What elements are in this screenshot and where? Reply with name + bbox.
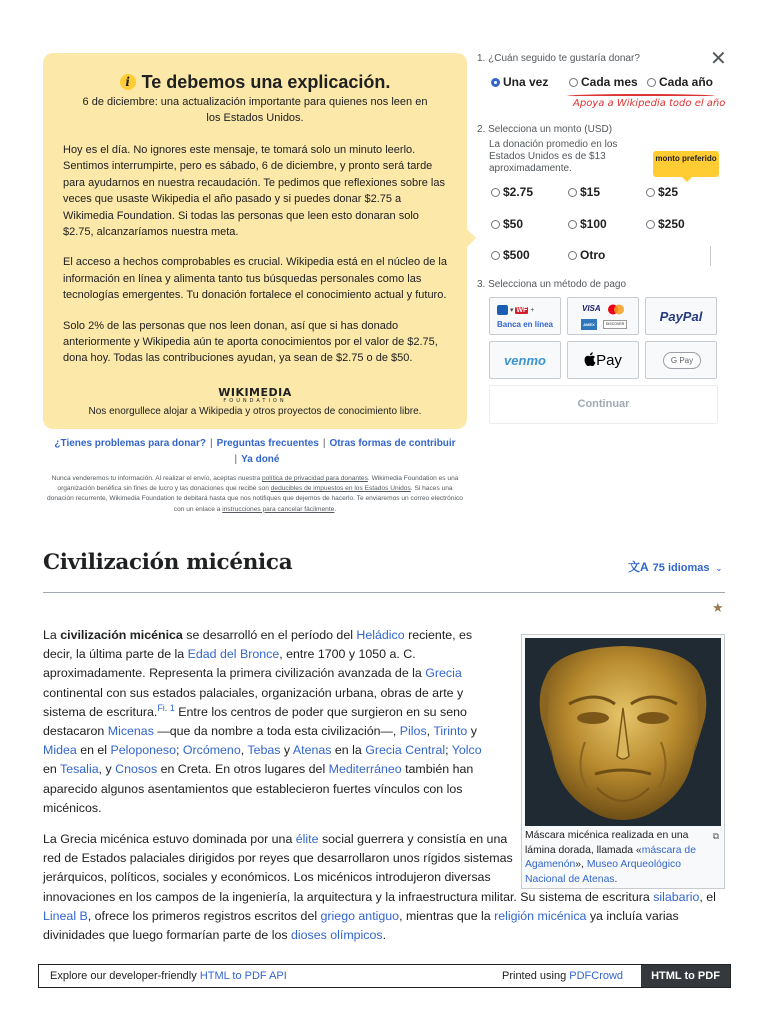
appeal-footer: Nos enorgullece alojar a Wikipedia y otros proyectos de conocimiento libre. (88, 405, 422, 417)
language-count: 75 idiomas (652, 562, 710, 574)
radio-selected-icon[interactable] (491, 78, 500, 87)
article-link[interactable]: Pilos (399, 724, 427, 739)
article-link[interactable]: religión micénica (494, 908, 587, 923)
radio-icon[interactable] (568, 251, 577, 260)
privacy-policy-link[interactable]: política de privacidad para donantes (261, 475, 368, 482)
pdfcrowd-link[interactable]: PDFCrowd (569, 970, 624, 982)
radio-icon[interactable] (491, 251, 500, 260)
apple-icon (584, 352, 596, 366)
article-link[interactable]: Edad del Bronce (187, 647, 280, 662)
fine-print-text: . (334, 505, 337, 513)
amount-option[interactable] (491, 185, 533, 199)
explore-text: Explore our developer-friendly HTML to PDF API (50, 970, 287, 982)
amount-label: $50 (503, 217, 524, 231)
article-link[interactable]: griego antiguo (320, 908, 400, 923)
article-link[interactable]: dioses olímpicos (290, 928, 383, 943)
amount-label: $500 (503, 248, 530, 262)
close-icon[interactable]: ✕ (710, 48, 727, 70)
venmo-button[interactable] (489, 341, 561, 379)
radio-icon[interactable] (646, 220, 655, 229)
already-donated-link[interactable]: Ya doné (241, 454, 280, 465)
fine-print (46, 474, 464, 515)
annual-support-note: Apoya a Wikipedia todo el año (573, 98, 726, 109)
other-ways-link[interactable]: Otras formas de contribuir (329, 438, 456, 449)
article-link[interactable]: Grecia (425, 666, 462, 681)
wikimedia-logo-text: WIKIMEDIA (218, 385, 292, 399)
article-link[interactable]: élite (295, 832, 319, 846)
article-link[interactable]: Midea (43, 743, 77, 758)
frequency-once-option[interactable] (491, 75, 548, 89)
radio-icon[interactable] (568, 220, 577, 229)
mask-image[interactable] (525, 638, 721, 826)
article-subject: civilización micénica (60, 628, 183, 642)
donation-form (477, 50, 727, 430)
continue-button[interactable]: Continuar (489, 385, 718, 424)
other-amount-input[interactable] (710, 246, 711, 266)
radio-icon[interactable] (646, 188, 655, 197)
article-paragraph: La Grecia micénica estuvo dominada por una élite social guerrera y consistía en una red de Estados palaciales dirigidos por reyes que desarrollaron unos rígidos sistemas jerárquicos, políticos, sociales y económicos. Los micénicos introdujeron diversas innovaciones en los campos de la ingeniería, la arquitectura y la infraestructura militar. Su sistema de escritura silabario, el Lineal B, ofrece los primeros registros escritos del griego antiguo, mientras que la religión micénica ya incluía varias divinidades que luego formarían parte de los dioses olímpicos. (43, 830, 725, 945)
card-button[interactable] (567, 297, 639, 335)
amount-option[interactable] (568, 185, 600, 199)
google-pay-button[interactable] (645, 341, 717, 379)
step-payment-label: 3. Selecciona un método de pago (477, 279, 626, 290)
amount-label: $2.75 (503, 185, 534, 199)
article-link[interactable]: Lineal B (43, 908, 88, 923)
page-title: Civilización micénica (43, 550, 293, 575)
article-paragraph: La civilización micénica se desarrolló en el período del Heládico reciente, es decir, la última parte de la Edad del Bronce, entre 1700 y 1050 a. C. aproximadamente. Representa la primera civilización avanzada de la Grecia continental con sus estados palaciales, organización urbana, obras de arte y sistema de escritura.$^{Fi. 1}$ Entre los centros de poder que surgieron en su seno destacaron Micenas —que da nombre a toda esta civilización—, Pilos, Tirinto y Midea en el Peloponeso; Orcómeno, Tebas y Atenas en la Grecia Central; Yolco en Tesalia, y Cnosos en Creta. En otros lugares del Mediterráneo también han aparecido algunos asentamientos que establecieron fuertes vínculos con los micénicos. (43, 628, 482, 815)
amex-icon: AMEX (581, 319, 597, 330)
wikimedia-logo (63, 387, 447, 404)
amount-label: $15 (580, 185, 601, 199)
frequency-yearly-option[interactable] (647, 75, 713, 89)
faq-link[interactable]: Preguntas frecuentes (216, 438, 319, 449)
appeal-paragraph: El acceso a hechos comprobables es crucial. Wikipedia está en el núcleo de la información en línea y alimenta tanto tus búsquedas personales como las tecnologías emergentes. Tu donación fortalece el conocimiento actual y futuro. (63, 256, 447, 302)
online-banking-button[interactable] (489, 297, 561, 335)
fine-print-text: Nunca venderemos tu información. Al realizar el envío, aceptas nuestra (51, 475, 262, 482)
cancel-instructions-link[interactable]: instrucciones para cancelar fácilmente (222, 505, 335, 513)
radio-icon[interactable] (647, 78, 656, 87)
article-link[interactable]: Grecia Central (365, 743, 446, 758)
frequency-label: Una vez (503, 75, 549, 89)
article-link[interactable]: Micenas (107, 724, 154, 739)
frequency-label: Cada mes (581, 75, 638, 89)
pdfcrowd-bar (38, 964, 731, 988)
article-link[interactable]: Tebas (247, 743, 281, 758)
title-divider (43, 592, 725, 593)
preferred-amount-badge: monto preferido (653, 151, 719, 177)
article-link[interactable]: Tesalia (60, 762, 99, 777)
tax-deductible-link[interactable]: deducibles de impuestos en los Estados Unidos (270, 485, 411, 493)
appeal-title: Te debemos una explicación. (141, 72, 391, 92)
infobox-image (521, 634, 725, 889)
article-link[interactable]: Cnosos (115, 762, 158, 777)
amount-option[interactable] (568, 217, 607, 231)
appeal-paragraph: Solo 2% de las personas que nos leen donan, así que si has donado anteriormente y Wikipedia aún te aporta conocimientos por el valor de $2.75, dona hoy. Todas las contribuciones ayudan, ya sean de $2.75 o de $50. (63, 319, 438, 365)
appeal-heading (63, 71, 447, 93)
chevron-down-icon: ⌄ (715, 564, 723, 573)
radio-icon[interactable] (569, 78, 578, 87)
amount-label: $100 (580, 217, 607, 231)
amount-label: $25 (658, 185, 679, 199)
appeal-paragraph: Hoy es el día. No ignores este mensaje, te tomará solo un minuto leerlo. Sentimos interrumpirte, pero es sábado, 6 de diciembre, y pronto será tarde para ayudarnos en nuestra recaudación. Te pedimos que reflexiones sobre las veces que usaste Wikipedia el año pasado y si puedes donar $2.75 a Wikimedia Foundation. Si todas las personas que leen esto donaran solo $2.75, alcanzaríamos nuestra meta. (63, 144, 445, 239)
step-amount-label: 2. Selecciona un monto (USD) (477, 124, 613, 135)
translate-icon: 文A (628, 560, 649, 574)
html-to-pdf-api-link[interactable]: HTML to PDF API (199, 970, 287, 982)
enlarge-icon[interactable]: ⧉ (712, 831, 719, 841)
article-link[interactable]: Tirinto (433, 724, 468, 739)
apple-pay-button[interactable] (567, 341, 639, 379)
discover-icon: DISCOVER (603, 320, 627, 329)
step-frequency-label: 1. ¿Cuán seguido te gustaría donar? (477, 53, 640, 64)
amount-option[interactable] (646, 217, 685, 231)
image-caption: ⧉ Máscara micénica realizada en una lámina dorada, llamada «máscara de Agamenón», Museo Arqueológico Nacional de Atenas. (525, 830, 719, 885)
article-link[interactable]: Heládico (356, 628, 405, 642)
link-separator: | (209, 438, 213, 449)
donation-problems-link[interactable]: ¿Tienes problemas para donar? (54, 438, 206, 449)
amount-label: $250 (658, 217, 685, 231)
wikimedia-logo-subtext: FOUNDATION (223, 397, 287, 404)
fine-print-text: . Si haces una donación recurrente, Wikimedia Foundation te debitará hasta que nos notifiques que dejemos de hacerlo. Te enviaremos un correo electrónico con un enlace a (47, 485, 463, 513)
featured-star-icon: ★ (712, 600, 724, 615)
radio-icon[interactable] (568, 188, 577, 197)
donation-appeal (43, 53, 467, 429)
amount-other-option[interactable] (568, 248, 605, 262)
article-link[interactable]: silabario (653, 889, 700, 904)
article-link[interactable]: Atenas (292, 743, 332, 758)
amount-label: Otro (580, 248, 606, 262)
amount-option[interactable] (491, 248, 530, 262)
paypal-button[interactable] (645, 297, 717, 335)
fine-print-text: . Wikimedia Foundation es una organización benéfica sin fines de lucro y las donaciones que recibe son (57, 475, 459, 493)
frequency-label: Cada año (659, 75, 714, 89)
amount-option[interactable] (491, 217, 523, 231)
frequency-monthly-option[interactable] (569, 75, 638, 89)
footnote-ref[interactable]: Fi. 1 (157, 702, 175, 713)
printed-using-text: Printed using PDFCrowd (502, 970, 624, 982)
venmo-logo: venmo (504, 353, 546, 368)
article-link[interactable]: Orcómeno (182, 743, 241, 758)
article-link[interactable]: Yolco (451, 743, 482, 758)
article-link[interactable]: Mediterráneo (328, 762, 402, 777)
golden-mask-picture (525, 638, 721, 826)
visa-icon: VISA (582, 304, 601, 313)
language-selector[interactable] (628, 558, 722, 575)
paypal-logo: PayPal (659, 309, 703, 324)
info-icon: i (120, 74, 136, 90)
radio-icon[interactable] (491, 188, 500, 197)
apple-pay-logo (568, 352, 638, 369)
bank-label: Banca en línea (496, 320, 554, 329)
link-separator: | (322, 438, 326, 449)
amount-option[interactable] (646, 185, 678, 199)
html-to-pdf-button[interactable]: HTML to PDF (641, 965, 730, 987)
appeal-subheading: 6 de diciembre: una actualización importante para quienes nos leen en los Estados Unidos. (82, 96, 428, 124)
article-link[interactable]: Peloponeso (110, 743, 176, 758)
bank-logos-icon: ▾ WF + (497, 305, 534, 315)
apple-pay-label: Pay (596, 352, 622, 369)
banner-links (43, 436, 467, 468)
caption-link[interactable]: Museo Arqueológico Nacional de Atenas (525, 859, 681, 885)
radio-icon[interactable] (491, 220, 500, 229)
caption-link[interactable]: máscara de Agamenón (525, 844, 696, 871)
average-donation-note: La donación promedio en los Estados Unidos es de $13 aproximadamente. (489, 139, 618, 174)
link-separator: | (234, 454, 238, 465)
mastercard-icon (607, 304, 625, 315)
google-pay-logo: G Pay (663, 352, 701, 369)
